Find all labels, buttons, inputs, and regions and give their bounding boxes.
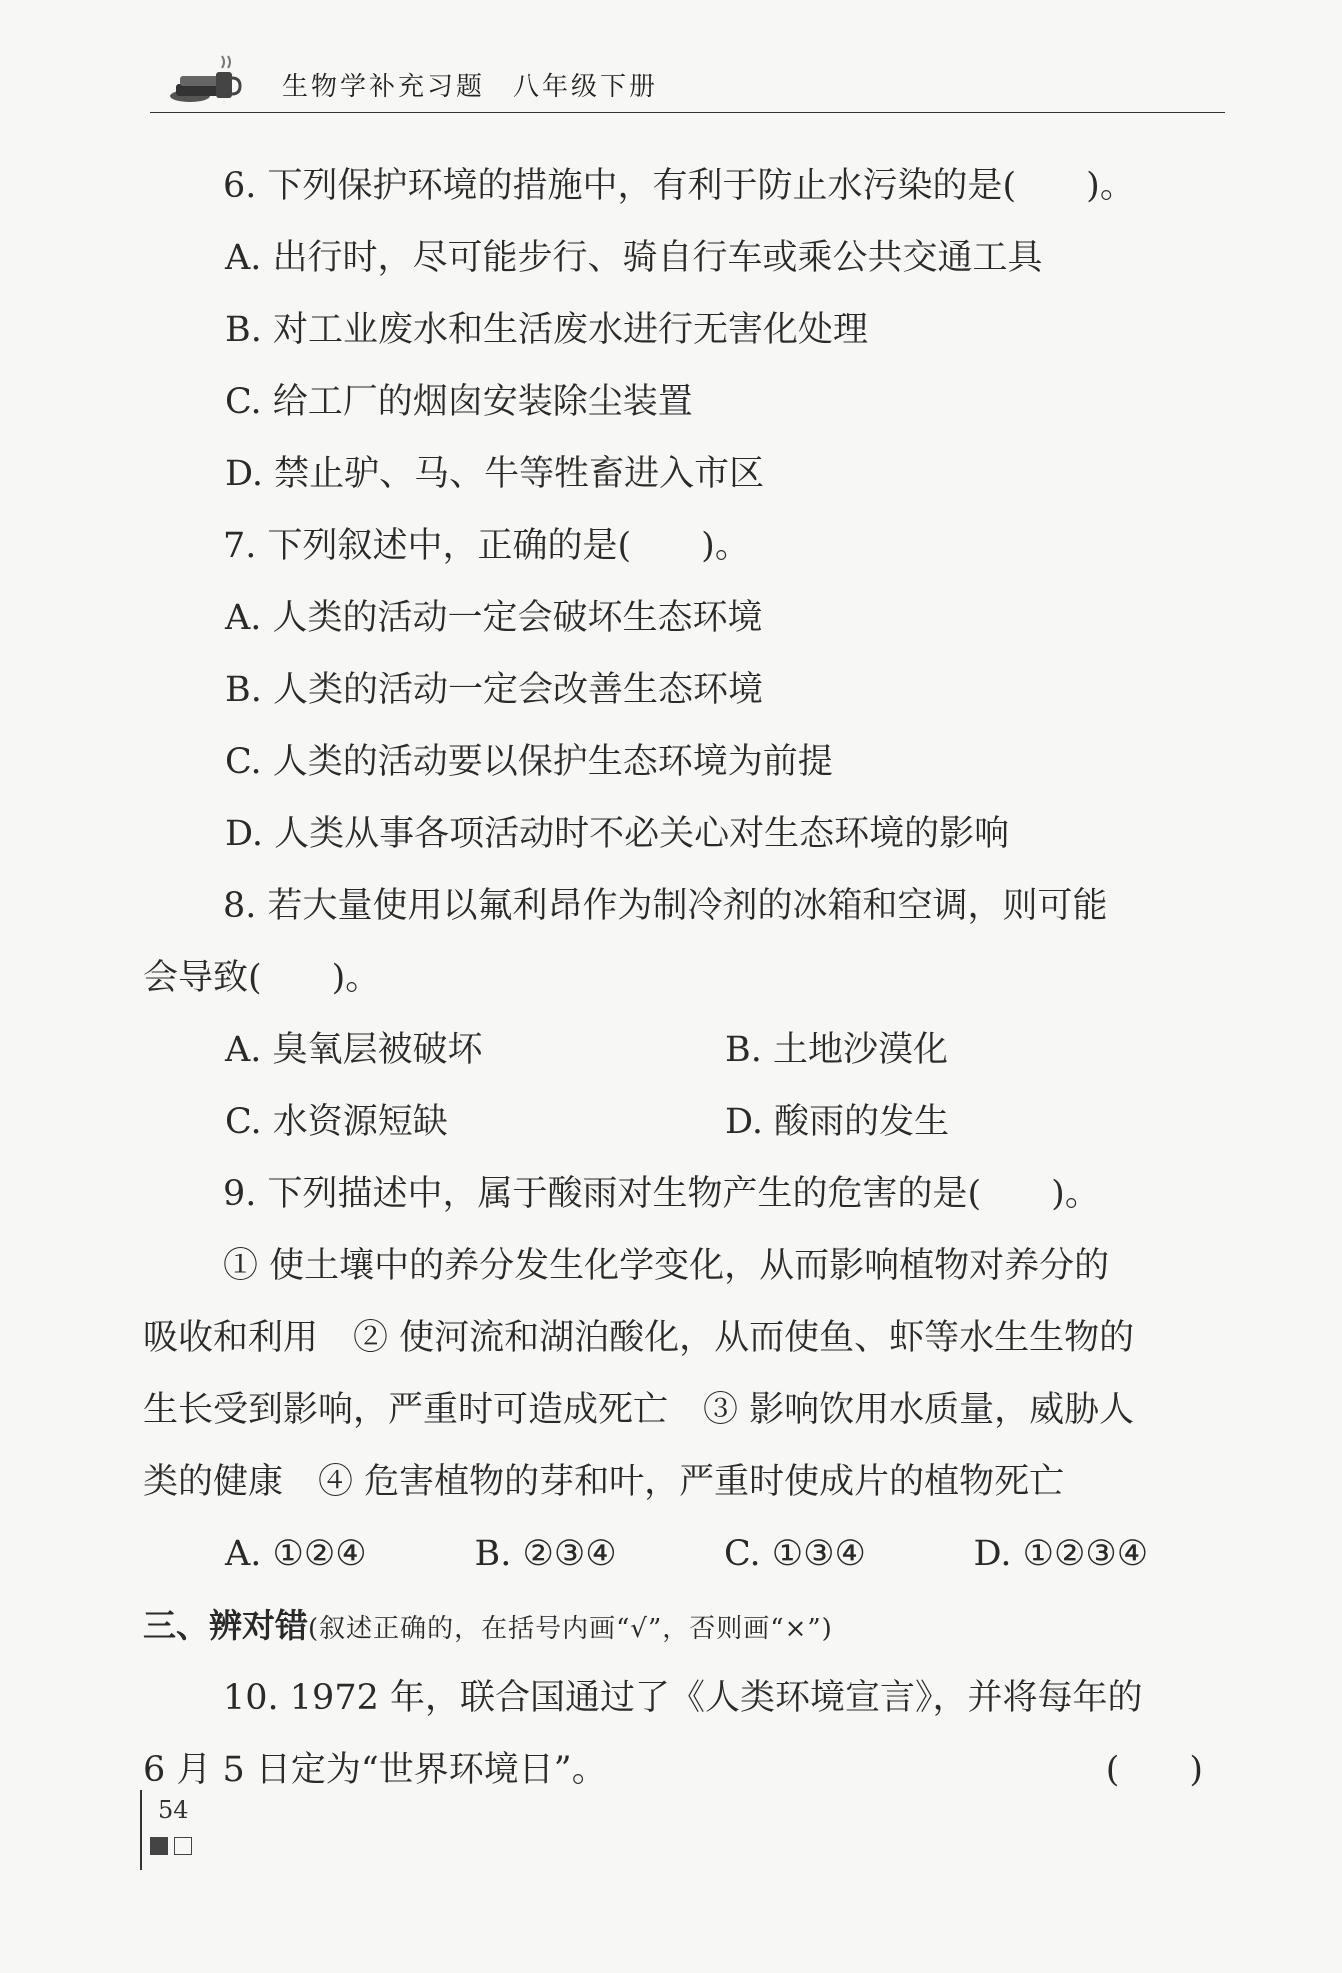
q7-option-a: A. 人类的活动一定会破坏生态环境 [225, 598, 763, 638]
q8-stem-line2: 会导致( )。 [143, 958, 381, 998]
q8-option-d: D. 酸雨的发生 [725, 1102, 950, 1142]
q9-option-b: B. ②③④ [474, 1534, 617, 1574]
q7-option-c: C. 人类的活动要以保护生态环境为前提 [225, 742, 833, 782]
q10-line2-row [143, 1734, 1223, 1806]
q9-option-a: A. ①②④ [225, 1534, 367, 1574]
q8-option-a: A. 臭氧层被破坏 [225, 1030, 483, 1070]
page-content [143, 150, 1223, 1806]
q6-option-b: B. 对工业废水和生活废水进行无害化处理 [225, 310, 868, 350]
q9-option-d: D. ①②③④ [973, 1534, 1149, 1574]
q9-text-line2: 吸收和利用 ② 使河流和湖泊酸化，从而使鱼、虾等水生生物的 [143, 1318, 1135, 1358]
section3-title: 三、辨对错 [143, 1606, 308, 1645]
header-title [282, 66, 658, 103]
q10-answer-paren: ( ) [1105, 1750, 1203, 1790]
page-header [150, 50, 1225, 113]
section3-note: (叙述正确的，在括号内画“√”，否则画“×”) [308, 1614, 833, 1644]
filled-square-icon [150, 1837, 168, 1855]
q6-stem: 6. 下列保护环境的措施中，有利于防止水污染的是( )。 [223, 166, 1135, 206]
q6-option-d: D. 禁止驴、马、牛等牲畜进入市区 [225, 454, 765, 494]
page-number: 54 [158, 1796, 189, 1824]
q9-stem: 9. 下列描述中，属于酸雨对生物产生的危害的是( )。 [223, 1174, 1100, 1214]
q6-option-a: A. 出行时，尽可能步行、骑自行车或乘公共交通工具 [225, 238, 1043, 278]
q8-option-b: B. 土地沙漠化 [725, 1030, 948, 1070]
q9-text-line4: 类的健康 ④ 危害植物的芽和叶，严重时使成片的植物死亡 [143, 1462, 1065, 1502]
footer-bar [140, 1790, 142, 1870]
q9-options [143, 1518, 1223, 1590]
q6-option-c: C. 给工厂的烟囱安装除尘装置 [225, 382, 693, 422]
q7-option-d: D. 人类从事各项活动时不必关心对生态环境的影响 [225, 814, 1010, 854]
q8-options-row2 [143, 1086, 1223, 1158]
q9-text-line1: ① 使土壤中的养分发生化学变化，从而影响植物对养分的 [223, 1246, 1110, 1286]
q9-text-line3: 生长受到影响，严重时可造成死亡 ③ 影响饮用水质量，威胁人 [143, 1390, 1135, 1430]
header-subject: 生物学补充习题 [282, 72, 486, 102]
header-grade: 八年级下册 [513, 72, 659, 102]
q8-option-c: C. 水资源短缺 [225, 1102, 448, 1142]
q8-options-row1 [143, 1014, 1223, 1086]
section3-heading [143, 1590, 1223, 1662]
q7-stem: 7. 下列叙述中，正确的是( )。 [223, 526, 750, 566]
q7-option-b: B. 人类的活动一定会改善生态环境 [225, 670, 763, 710]
q10-line2: 6 月 5 日定为“世界环境日”。 [143, 1750, 607, 1790]
q9-option-c: C. ①③④ [724, 1534, 866, 1574]
q8-stem-line1: 8. 若大量使用以氟利昂作为制冷剂的冰箱和空调，则可能 [223, 886, 1108, 926]
q10-line1: 10. 1972 年，联合国通过了《人类环境宣言》，并将每年的 [223, 1678, 1143, 1718]
empty-square-icon [174, 1837, 192, 1855]
